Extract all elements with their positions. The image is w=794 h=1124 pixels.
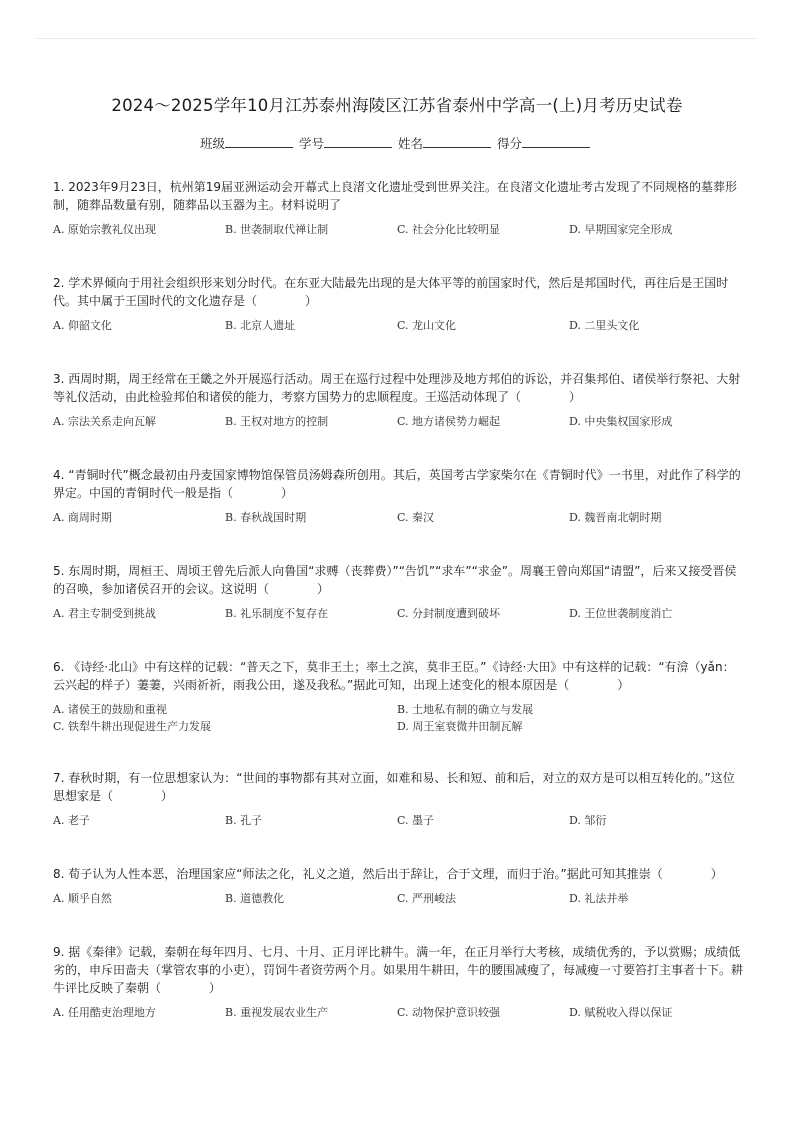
question-3: [53, 370, 743, 430]
option-c[interactable]: C. 龙山文化: [397, 319, 457, 332]
question-stem: 4. “青铜时代”概念最初由丹麦国家博物馆保管员汤姆森所创用。其后，英国考古学家柴尔在《青铜时代》一书里，对此作了科学的界定。中国的青铜时代一般是指（ ）: [53, 468, 741, 500]
question-stem: 9. 据《秦律》记载，秦朝在每年四月、七月、十月、正月评比耕牛。满一年，在正月举行大考核，成绩优秀的，予以赏赐；成绩低劣的，申斥田啬夫（掌管农事的小吏），罚饲牛者资劳两个月。如果用牛耕田，牛的腰围减瘦了，每减瘦一寸要笞打主事者十下。耕牛评比反映了秦朝（ ）: [53, 945, 744, 995]
option-b[interactable]: B. 北京人遗址: [225, 319, 296, 332]
question-stem: 7. 春秋时期，有一位思想家认为：“世间的事物都有其对立面，如难和易、长和短、前和后，对立的双方是可以相互转化的。”这位思想家是（ ）: [53, 771, 735, 803]
question-stem: 6. 《诗经·北山》中有这样的记载：“普天之下，莫非王土；率土之滨，莫非王臣。”《诗经·大田》中有这样的记载：“有渰（yǎn：云兴起的样子）萋萋，兴雨祈祈，雨我公田，遂及我私。”据此可知，出现上述变化的根本原因是（ ）: [53, 660, 735, 692]
option-group: [53, 890, 743, 907]
option-c[interactable]: C. 严刑峻法: [397, 892, 457, 905]
score-field[interactable]: [497, 134, 594, 152]
option-d[interactable]: D. 早期国家完全形成: [569, 223, 673, 236]
option-d[interactable]: D. 赋税收入得以保证: [569, 1006, 673, 1019]
question-stem: 5. 东周时期，周桓王、周顷王曾先后派人向鲁国“求赙（丧葬费）”“告饥”“求车”“求金”。周襄王曾向郑国“请盟”，后来又接受晋侯的召唤，参加诸侯召开的会议。这说明（ ）: [53, 564, 737, 596]
student-info-row: [0, 134, 794, 152]
option-group: [53, 221, 743, 238]
question-stem: 8. 荀子认为人性本恶，治理国家应“师法之化，礼义之道，然后出于辞让，合于文理，而归于治。”据此可知其推崇（ ）: [53, 867, 723, 881]
option-group: [53, 317, 743, 334]
option-a[interactable]: A. 商周时期: [53, 511, 112, 524]
question-stem: 2. 学术界倾向于用社会组织形来划分时代。在东亚大陆最先出现的是大体平等的前国家时代，然后是邦国时代，再往后是王国时代。其中属于王国时代的文化遗存是（ ）: [53, 276, 729, 308]
option-c[interactable]: C. 墨子: [397, 814, 435, 827]
option-d[interactable]: D. 二里头文化: [569, 319, 640, 332]
question-4: [53, 466, 743, 526]
question-stem: 1. 2023年9月23日，杭州第19届亚洲运动会开幕式上良渚文化遗址受到世界关注。在良渚文化遗址考古发现了不同规格的墓葬形制，随葬品数量有别，随葬品以玉器为主。材料说明了: [53, 180, 737, 212]
option-c[interactable]: C. 秦汉: [397, 511, 435, 524]
option-c[interactable]: C. 社会分化比较明显: [397, 223, 501, 236]
option-group: [53, 1004, 743, 1021]
option-a[interactable]: A. 老子: [53, 814, 90, 827]
option-b[interactable]: B. 礼乐制度不复存在: [225, 607, 329, 620]
option-c[interactable]: C. 分封制度遭到破坏: [397, 607, 501, 620]
question-6: [53, 658, 743, 735]
question-1: [53, 178, 743, 238]
option-a[interactable]: A. 宗法关系走向瓦解: [53, 415, 156, 428]
student-number-label: 学号: [298, 136, 324, 151]
option-a[interactable]: A. 原始宗教礼仪出现: [53, 223, 156, 236]
option-group: [53, 812, 743, 829]
top-divider: [36, 38, 758, 39]
option-a[interactable]: A. 仰韶文化: [53, 319, 112, 332]
name-label: 姓名: [398, 136, 424, 151]
option-b[interactable]: B. 重视发展农业生产: [225, 1006, 329, 1019]
class-blank[interactable]: [225, 135, 293, 148]
student-number-field[interactable]: [299, 134, 396, 152]
option-d[interactable]: D. 王位世袭制度消亡: [569, 607, 673, 620]
option-c[interactable]: C. 地方诸侯势力崛起: [397, 415, 501, 428]
student-number-blank[interactable]: [324, 135, 392, 148]
question-2: [53, 274, 743, 334]
option-d[interactable]: D. 中央集权国家形成: [569, 415, 673, 428]
option-a[interactable]: A. 诸侯王的鼓励和重视: [53, 703, 167, 716]
name-field[interactable]: [398, 134, 495, 152]
option-b[interactable]: B. 孔子: [225, 814, 263, 827]
name-blank[interactable]: [423, 135, 491, 148]
option-group: [53, 701, 743, 735]
option-d[interactable]: D. 魏晋南北朝时期: [569, 511, 662, 524]
option-group: [53, 605, 743, 622]
score-label: 得分: [497, 136, 523, 151]
question-9: [53, 943, 743, 1021]
option-d[interactable]: D. 邹衍: [569, 814, 607, 827]
option-b[interactable]: B. 王权对地方的控制: [225, 415, 329, 428]
exam-title: 2024～2025学年10月江苏泰州海陵区江苏省泰州中学高一(上)月考历史试卷: [111, 96, 683, 115]
option-d[interactable]: D. 周王室衰微井田制瓦解: [397, 720, 523, 733]
question-5: [53, 562, 743, 622]
option-group: [53, 413, 743, 430]
option-c[interactable]: C. 铁犁牛耕出现促进生产力发展: [53, 720, 212, 733]
option-a[interactable]: A. 顺乎自然: [53, 892, 112, 905]
option-d[interactable]: D. 礼法并举: [569, 892, 629, 905]
option-b[interactable]: B. 世袭制取代禅让制: [225, 223, 329, 236]
score-blank[interactable]: [522, 135, 590, 148]
option-a[interactable]: A. 任用酷吏治理地方: [53, 1006, 156, 1019]
option-b[interactable]: B. 土地私有制的确立与发展: [397, 703, 534, 716]
question-stem: 3. 西周时期，周王经常在王畿之外开展巡行活动。周王在巡行过程中处理涉及地方邦伯的诉讼，并召集邦伯、诸侯举行祭祀、大射等礼仪活动，由此检验邦伯和诸侯的能力，考察方国势力的忠顺程度。王巡活动体现了（ ）: [53, 372, 741, 404]
class-label: 班级: [199, 136, 225, 151]
question-7: [53, 769, 743, 829]
option-a[interactable]: A. 君主专制受到挑战: [53, 607, 156, 620]
question-list: [53, 178, 743, 1057]
option-c[interactable]: C. 动物保护意识较强: [397, 1006, 501, 1019]
option-b[interactable]: B. 春秋战国时期: [225, 511, 307, 524]
question-8: [53, 865, 743, 907]
option-group: [53, 509, 743, 526]
option-b[interactable]: B. 道德教化: [225, 892, 285, 905]
class-field[interactable]: [200, 134, 297, 152]
